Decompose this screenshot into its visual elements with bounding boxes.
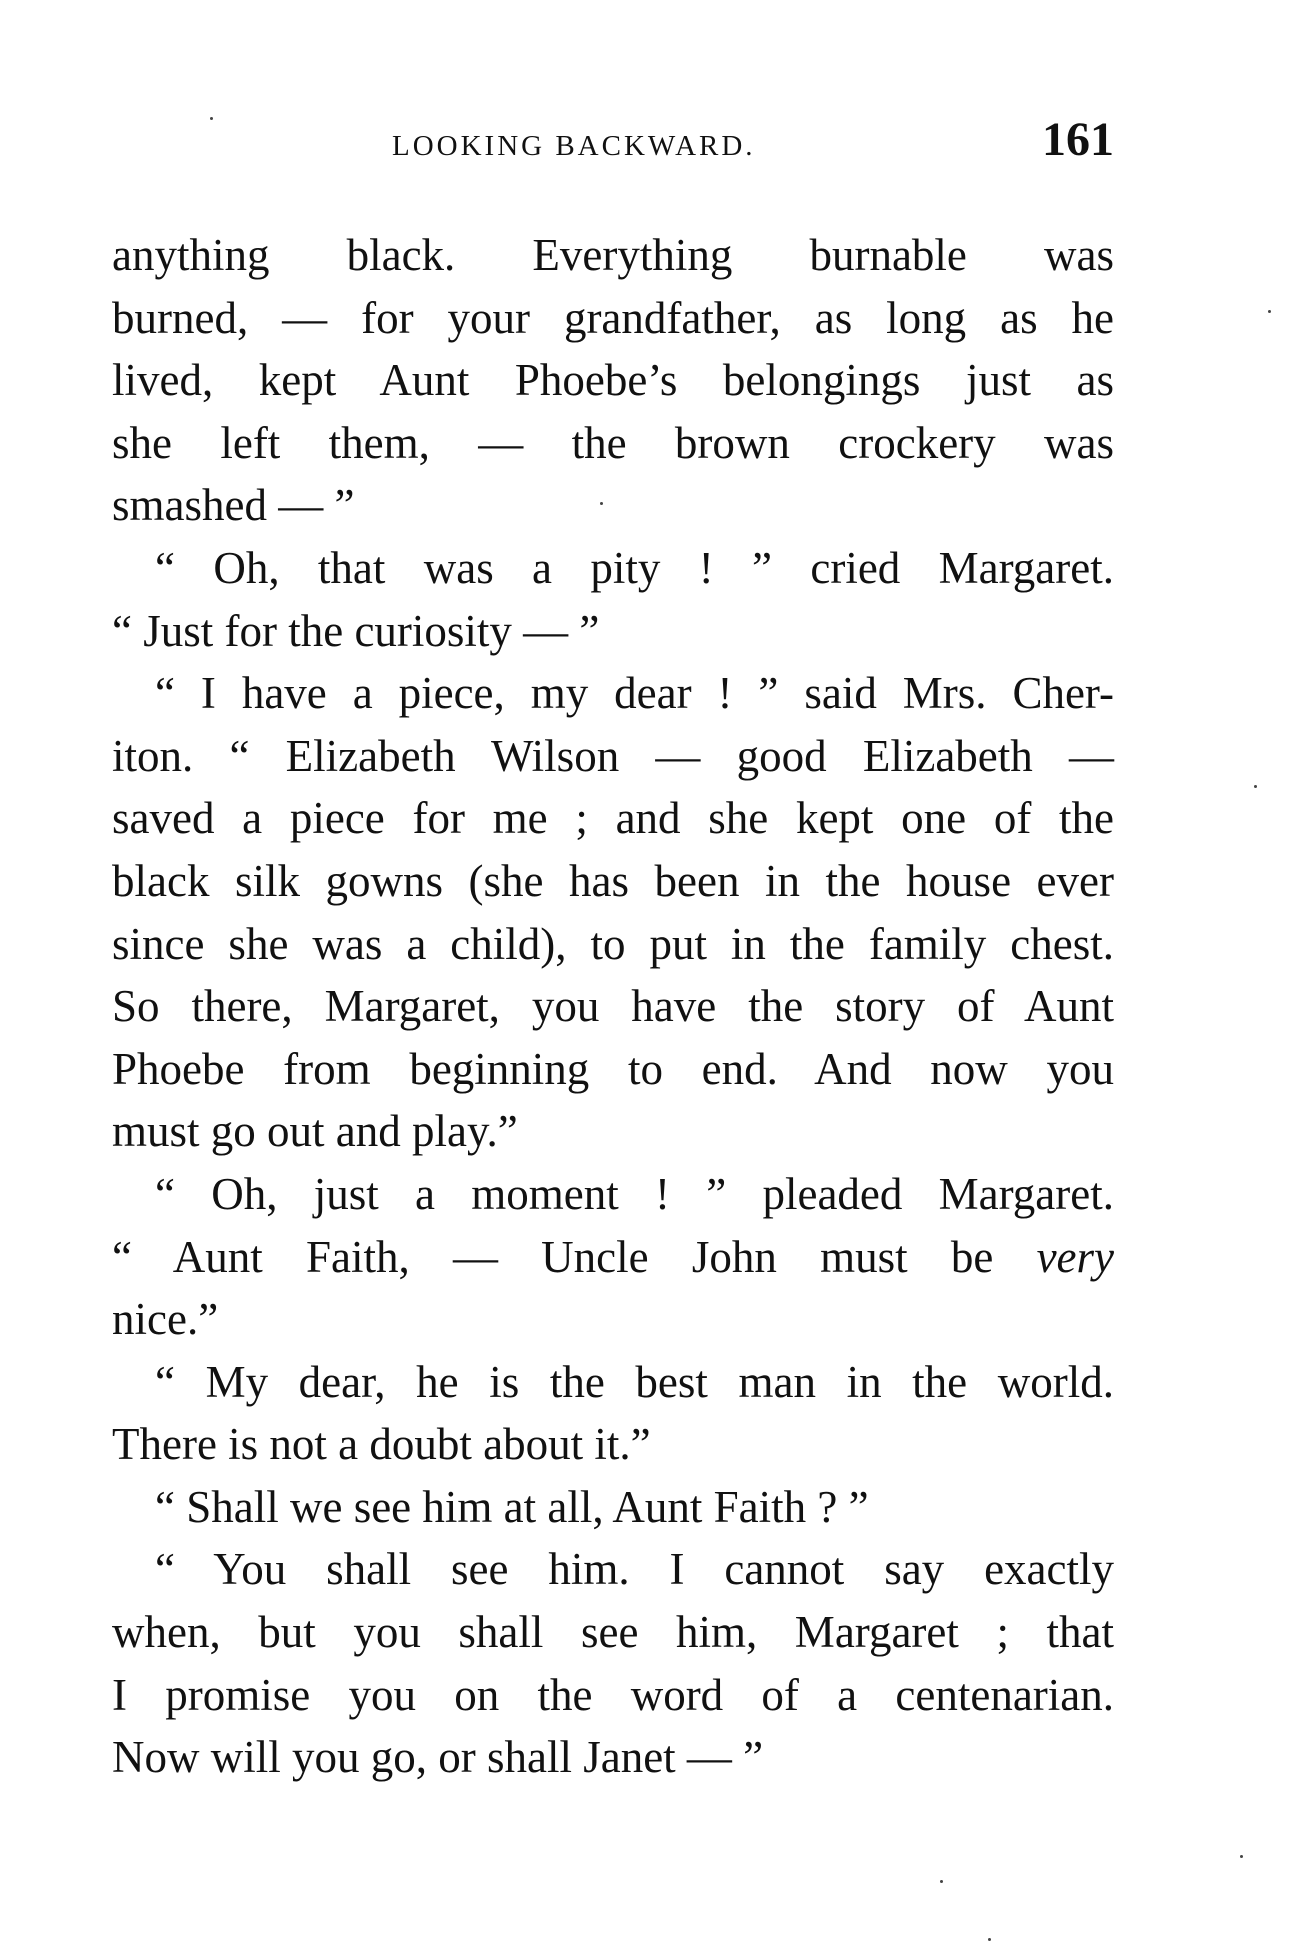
text-line-content: I promise you on the word of a centenarian. xyxy=(112,1669,1114,1720)
text-line xyxy=(112,224,1114,287)
italic-word: very xyxy=(1036,1231,1114,1282)
text-line xyxy=(112,1100,1114,1163)
text-line-content: “ I have a piece, my dear ! ” said Mrs. Cher- xyxy=(155,668,1114,719)
text-line xyxy=(112,1601,1114,1664)
text-line-content: “ Just for the curiosity — ” xyxy=(112,605,600,656)
text-line xyxy=(112,1413,1114,1476)
text-line-content: anything black. Everything burnable was xyxy=(112,230,1114,280)
text-line xyxy=(112,1664,1114,1727)
scan-speck xyxy=(600,502,603,505)
scan-speck xyxy=(1268,310,1271,313)
text-line-content: smashed — ” xyxy=(112,480,355,531)
text-line-content: iton. “ Elizabeth Wilson — good Elizabeth — xyxy=(112,730,1114,781)
text-line-content: “ You shall see him. I cannot say exactly xyxy=(155,1544,1114,1595)
scan-speck xyxy=(1254,785,1257,788)
text-line-content: lived, kept Aunt Phoebe’s belongings just as xyxy=(112,355,1114,406)
text-line xyxy=(112,1163,1114,1226)
scan-speck xyxy=(1240,1855,1243,1858)
text-line-content: “ My dear, he is the best man in the world. xyxy=(155,1356,1114,1407)
scan-speck xyxy=(940,1880,943,1883)
text-line xyxy=(112,725,1114,788)
running-title: LOOKING BACKWARD. xyxy=(392,130,756,162)
text-line xyxy=(112,1226,1114,1289)
text-line-content: “ Oh, just a moment ! ” pleaded Margaret. xyxy=(155,1168,1114,1219)
text-line-content: nice.” xyxy=(112,1294,219,1345)
text-line xyxy=(112,850,1114,913)
body-text xyxy=(112,224,1114,1789)
text-line-content: “ Oh, that was a pity ! ” cried Margaret. xyxy=(155,542,1114,593)
text-line xyxy=(112,975,1114,1038)
text-line-content: Phoebe from beginning to end. And now you xyxy=(112,1043,1114,1094)
text-line xyxy=(112,1038,1114,1101)
text-line xyxy=(112,1351,1114,1414)
text-line xyxy=(112,1476,1114,1539)
text-line xyxy=(112,787,1114,850)
running-head xyxy=(112,112,1114,172)
text-line xyxy=(112,412,1114,475)
text-line xyxy=(112,600,1114,663)
text-line-content: black silk gowns (she has been in the house ever xyxy=(112,855,1114,906)
text-line-content: since she was a child), to put in the family chest. xyxy=(112,918,1114,969)
scan-speck xyxy=(210,117,213,120)
text-line xyxy=(112,349,1114,412)
text-line-content: when, but you shall see him, Margaret ; that xyxy=(112,1607,1114,1658)
text-line xyxy=(112,913,1114,976)
text-line-content: There is not a doubt about it.” xyxy=(112,1419,651,1470)
text-line xyxy=(112,662,1114,725)
text-line xyxy=(112,287,1114,350)
text-line-content: “ Aunt Faith, — Uncle John must be xyxy=(112,1231,1037,1282)
text-line-content: So there, Margaret, you have the story of Aunt xyxy=(112,981,1114,1032)
text-line-content: “ Shall we see him at all, Aunt Faith ? ” xyxy=(155,1481,869,1532)
text-line xyxy=(112,1538,1114,1601)
scan-speck xyxy=(988,1938,991,1941)
text-line-content: burned, — for your grandfather, as long as he xyxy=(112,292,1114,343)
text-line-content: saved a piece for me ; and she kept one of the xyxy=(112,793,1114,844)
page-number: 161 xyxy=(1042,113,1114,166)
text-line xyxy=(112,537,1114,600)
text-line xyxy=(112,1288,1114,1351)
text-line-content: she left them, — the brown crockery was xyxy=(112,417,1114,468)
text-line xyxy=(112,474,1114,537)
text-line-content: Now will you go, or shall Janet — ” xyxy=(112,1732,764,1783)
text-line xyxy=(112,1726,1114,1789)
text-line-content: must go out and play.” xyxy=(112,1106,518,1157)
